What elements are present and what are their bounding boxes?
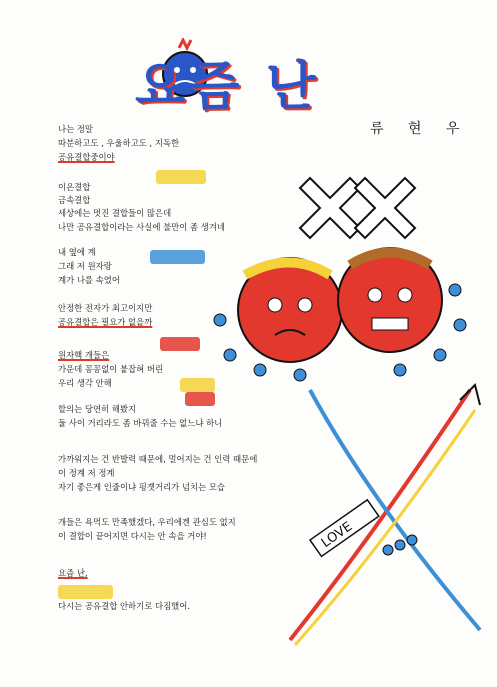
poem-line: 세상에는 멋진 결합들이 많은데 [58,208,172,218]
author-name: 류 현 우 [370,121,470,137]
poem-line: 다시는 공유결합 안하기로 다짐했어. [58,601,191,611]
poem-title: 요즘 난 [135,57,320,117]
poem-line: 원자핵 개들은 [58,350,110,360]
poem-line: 개들은 욕먹도 만족했겠다, 우리에겐 관심도 없지 [58,517,236,527]
poem-line: 나는 정말 [58,124,94,134]
poem-line: 따분하고도 , 우울하고도 , 지독한 [58,138,180,148]
red-crayon-swatch [160,337,200,351]
blue-crayon-swatch [150,250,205,264]
poem-line: 우리 생각 안해 [58,378,112,388]
poem-line: 금속결합 [58,195,91,205]
cross-mark-icon [355,178,415,238]
poem-line: 공유결합중이야 [58,152,115,162]
poem-line: 할의는 당연히 해봤지 [58,404,137,414]
poem-line: 자기 좋은게 인줄이냐 핑곗거리가 넘치는 모습 [58,482,226,492]
cross-mark-icon [300,178,360,238]
love-label: LOVE [318,519,356,551]
poem-line: 가까워지는 건 반발력 때문에, 멀어지는 건 인력 때문에 [58,454,258,464]
poem-line: 이온결합 [58,182,91,192]
poem-line: 안정한 전자가 최고이지만 [58,303,153,313]
poem-line: 이 결합이 끝어지면 다시는 안 속을 거야! [58,531,207,541]
yellow-crayon-swatch [58,585,113,599]
poem-line: 가운데 꽁꽁없이 붙잡혀 버린 [58,364,164,374]
poem-line: 내 옆에 계 [58,247,96,257]
yellow-crayon-swatch [156,170,206,184]
poem-line: 계가 나를 속였어 [58,275,120,285]
poem-line: 둘 사이 거리라도 좀 바꿔줄 수는 없느냐 하니 [58,418,223,428]
crossed-arrows-illustration [280,380,490,660]
angry-faces-illustration [200,170,480,400]
poem-line: 이 정계 저 정계 [58,468,115,478]
poem-line: 요즘 난, [58,568,88,578]
title-block [135,34,350,117]
poem-line: 공유결합은 필요가 없을까 [58,317,153,327]
poem-line: 그래 저 원자랑 [58,261,112,271]
poem-line: 나만 공유결합이라는 사실에 불만이 좀 생겨네 [58,222,226,232]
